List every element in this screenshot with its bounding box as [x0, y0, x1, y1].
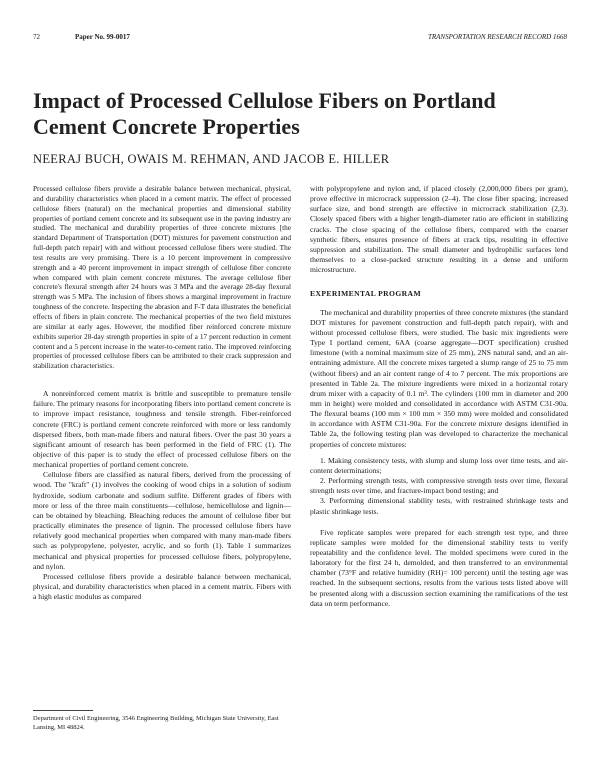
body-paragraph: Processed cellulose fibers provide a desirable balance between mechanical, physical, and durability characteristics when placed in a cement matrix. Fibers with a high elastic modulus as compared	[33, 571, 291, 602]
left-column	[33, 184, 291, 602]
list-item: 3. Performing dimensional stability tests, with restrained shrinkage tests and plastic shrinkage tests.	[310, 496, 568, 516]
list-item: 2. Performing strength tests, with compressive strength tests over time, flexural strength tests over time, and fracture-impact bond testing; and	[310, 476, 568, 496]
running-header	[33, 33, 567, 45]
right-column	[310, 184, 568, 609]
abstract: Processed cellulose fibers provide a desirable balance between mechanical, physical, and durability characteristics when placed in a cement matrix. The effect of processed cellulose fibers (natural) on the mechanical properties and dimensional stability properties of portland cement concrete and its subsequent use in the paving industry are studied. The mechanical and durability properties of three concrete mixtures [the standard Department of Transportation (DOT) mixtures for pavement construction and full-depth patch repair] with and without processed cellulose fibers were studied. The test results are very promising. There is a 10 percent improvement in compressive strength and a 40 percent improvement in impact strength of cellulose fiber concrete when compared with plain cement concrete mixtures. The average cellulose fiber concrete's flexural strength after 24 hours was 3 MPa and the average 28-day flexural strength was 5 MPa. The inclusion of fibers shows a marginal improvement in fracture toughness of the concrete. Inspecting the abrasion and F-T data illustrates the beneficial effects of fibers in plain concrete. The mechanical properties of the two field mixtures are similar at early ages. However, the modified fiber reinforced concrete mixture exhibits superior 28-day strength properties in spite of a 17 percent reduction in cement content and a 5 percent increase in the water-to-cement ratio. The improved reinforcing properties of processed cellulose fibers can be attributed to their crack suppression and stabilization characteristics.	[33, 184, 291, 371]
footnote-divider	[33, 710, 93, 711]
testing-plan-list	[310, 456, 568, 517]
author-list: NEERAJ BUCH, OWAIS M. REHMAN, AND JACOB E. HILLER	[33, 152, 390, 166]
body-paragraph: Five replicate samples were prepared for each strength test type, and three replicate samples were molded for the dimensional stability tests to verify repeatability and the confidence level. The molded specimens were cured in the laboratory for the first 24 h, demolded, and then transferred to an environmental chamber (73°F and relative humidity (RH)= 100 percent) until the testing age was reached. In the subsequent sections, results from the various tests listed above will be presented along with a discussion section examining the ramifications of the test data on term performance.	[310, 527, 568, 608]
body-paragraph: Cellulose fibers are classified as natural fibers, derived from the processing of wood. The "kraft" (1) involves the cooking of wood chips in a solution of sodium hydroxide, sodium carbonate and sodium sulfite. Different grades of fibers with more or less of the three main constituents—cellulose, hemicellulose and lignin—can be obtained by bleaching. Bleaching reduces the amount of cellulose fiber but practically eliminates the presence of lignin. The processed cellulose fibers have relatively good mechanical properties when compared with many man-made fibers such as polypropylene, polyester, acrylic, and so forth (1). Table 1 summarizes mechanical and physical properties for processed cellulose fibers, polypropylene, and nylon.	[33, 470, 291, 571]
section-heading: EXPERIMENTAL PROGRAM	[310, 289, 422, 299]
journal-name: TRANSPORTATION RESEARCH RECORD 1668	[427, 33, 567, 41]
list-item: 1. Making consistency tests, with slump and slump loss over time tests, and air-content determinations;	[310, 455, 568, 475]
body-paragraph: A nonreinforced cement matrix is brittle and susceptible to premature tensile failure. The primary reasons for incorporating fibers into portland cement concrete is to improve impact resistance, toughness and tensile strength. Fiber-reinforced concrete (FRC) is portland cement concrete reinforced with more or less randomly dispersed fibers, both man-made fibers and natural fibers. Over the past 30 years a significant amount of research has been performed in the field of FRC (1). The objective of this paper is to study the effect of processed cellulose fibers on the mechanical properties of portland cement concrete.	[33, 389, 291, 470]
body-paragraph: The mechanical and durability properties of three concrete mixtures (the standard DOT mixtures for pavement construction and full-depth patch repair), with and without processed cellulose fibers, were studied. The basic mix ingredients were Type I portland cement, 6AA (coarse aggregate—DOT specification) crushed limestone (with a nominal maximum size of 25 mm), 2NS natural sand, and an air-entraining admixture. All the concrete mixes targeted a slump range of 25 to 75 mm (without fibers) and an air content range of 4 to 7 percent. The mix proportions are presented in Table 2a. The mixture ingredients were mixed in a horizontal rotary drum mixer with a capacity of 0.1 m³. The cylinders (100 mm in diameter and 200 mm in height) were molded and consolidated in accordance with ASTM C31-90a. The flexural beams (100 mm × 100 mm × 350 mm) were molded and consolidated in accordance with ASTM C31-90a. For the concrete mixture designs identified in Table 2a, the following testing plan was developed to characterize the mechanical properties of concrete mixtures:	[310, 307, 568, 449]
paper-number: Paper No. 99-0017	[75, 33, 130, 41]
body-paragraph: with polypropylene and nylon and, if placed closely (2,000,000 fibers per gram), prove effective in microcrack suppression (2–4). The close fiber spacing, increased surface size, and bond strength are effective in microcrack stabilization (2,3). Closely spaced fibers with a higher length-diameter ratio are efficient in stabilizing cracks. The close spacing of the cellulose fibers, compared with the coarser synthetic fibers, ensures presence of fibers at crack tips, resulting in effective suppression and stabilization. The small diameter and hydrophilic surfaces lend themselves to a close-packed structure resulting in a dense and uniform microstructure.	[310, 184, 568, 275]
author-affiliation-footnote: Department of Civil Engineering, 3546 Engineering Building, Michigan State University, East Lansing, MI 48824.	[33, 715, 279, 731]
paper-title: Impact of Processed Cellulose Fibers on Portland Cement Concrete Properties	[33, 88, 496, 139]
page-number: 72	[33, 33, 40, 41]
